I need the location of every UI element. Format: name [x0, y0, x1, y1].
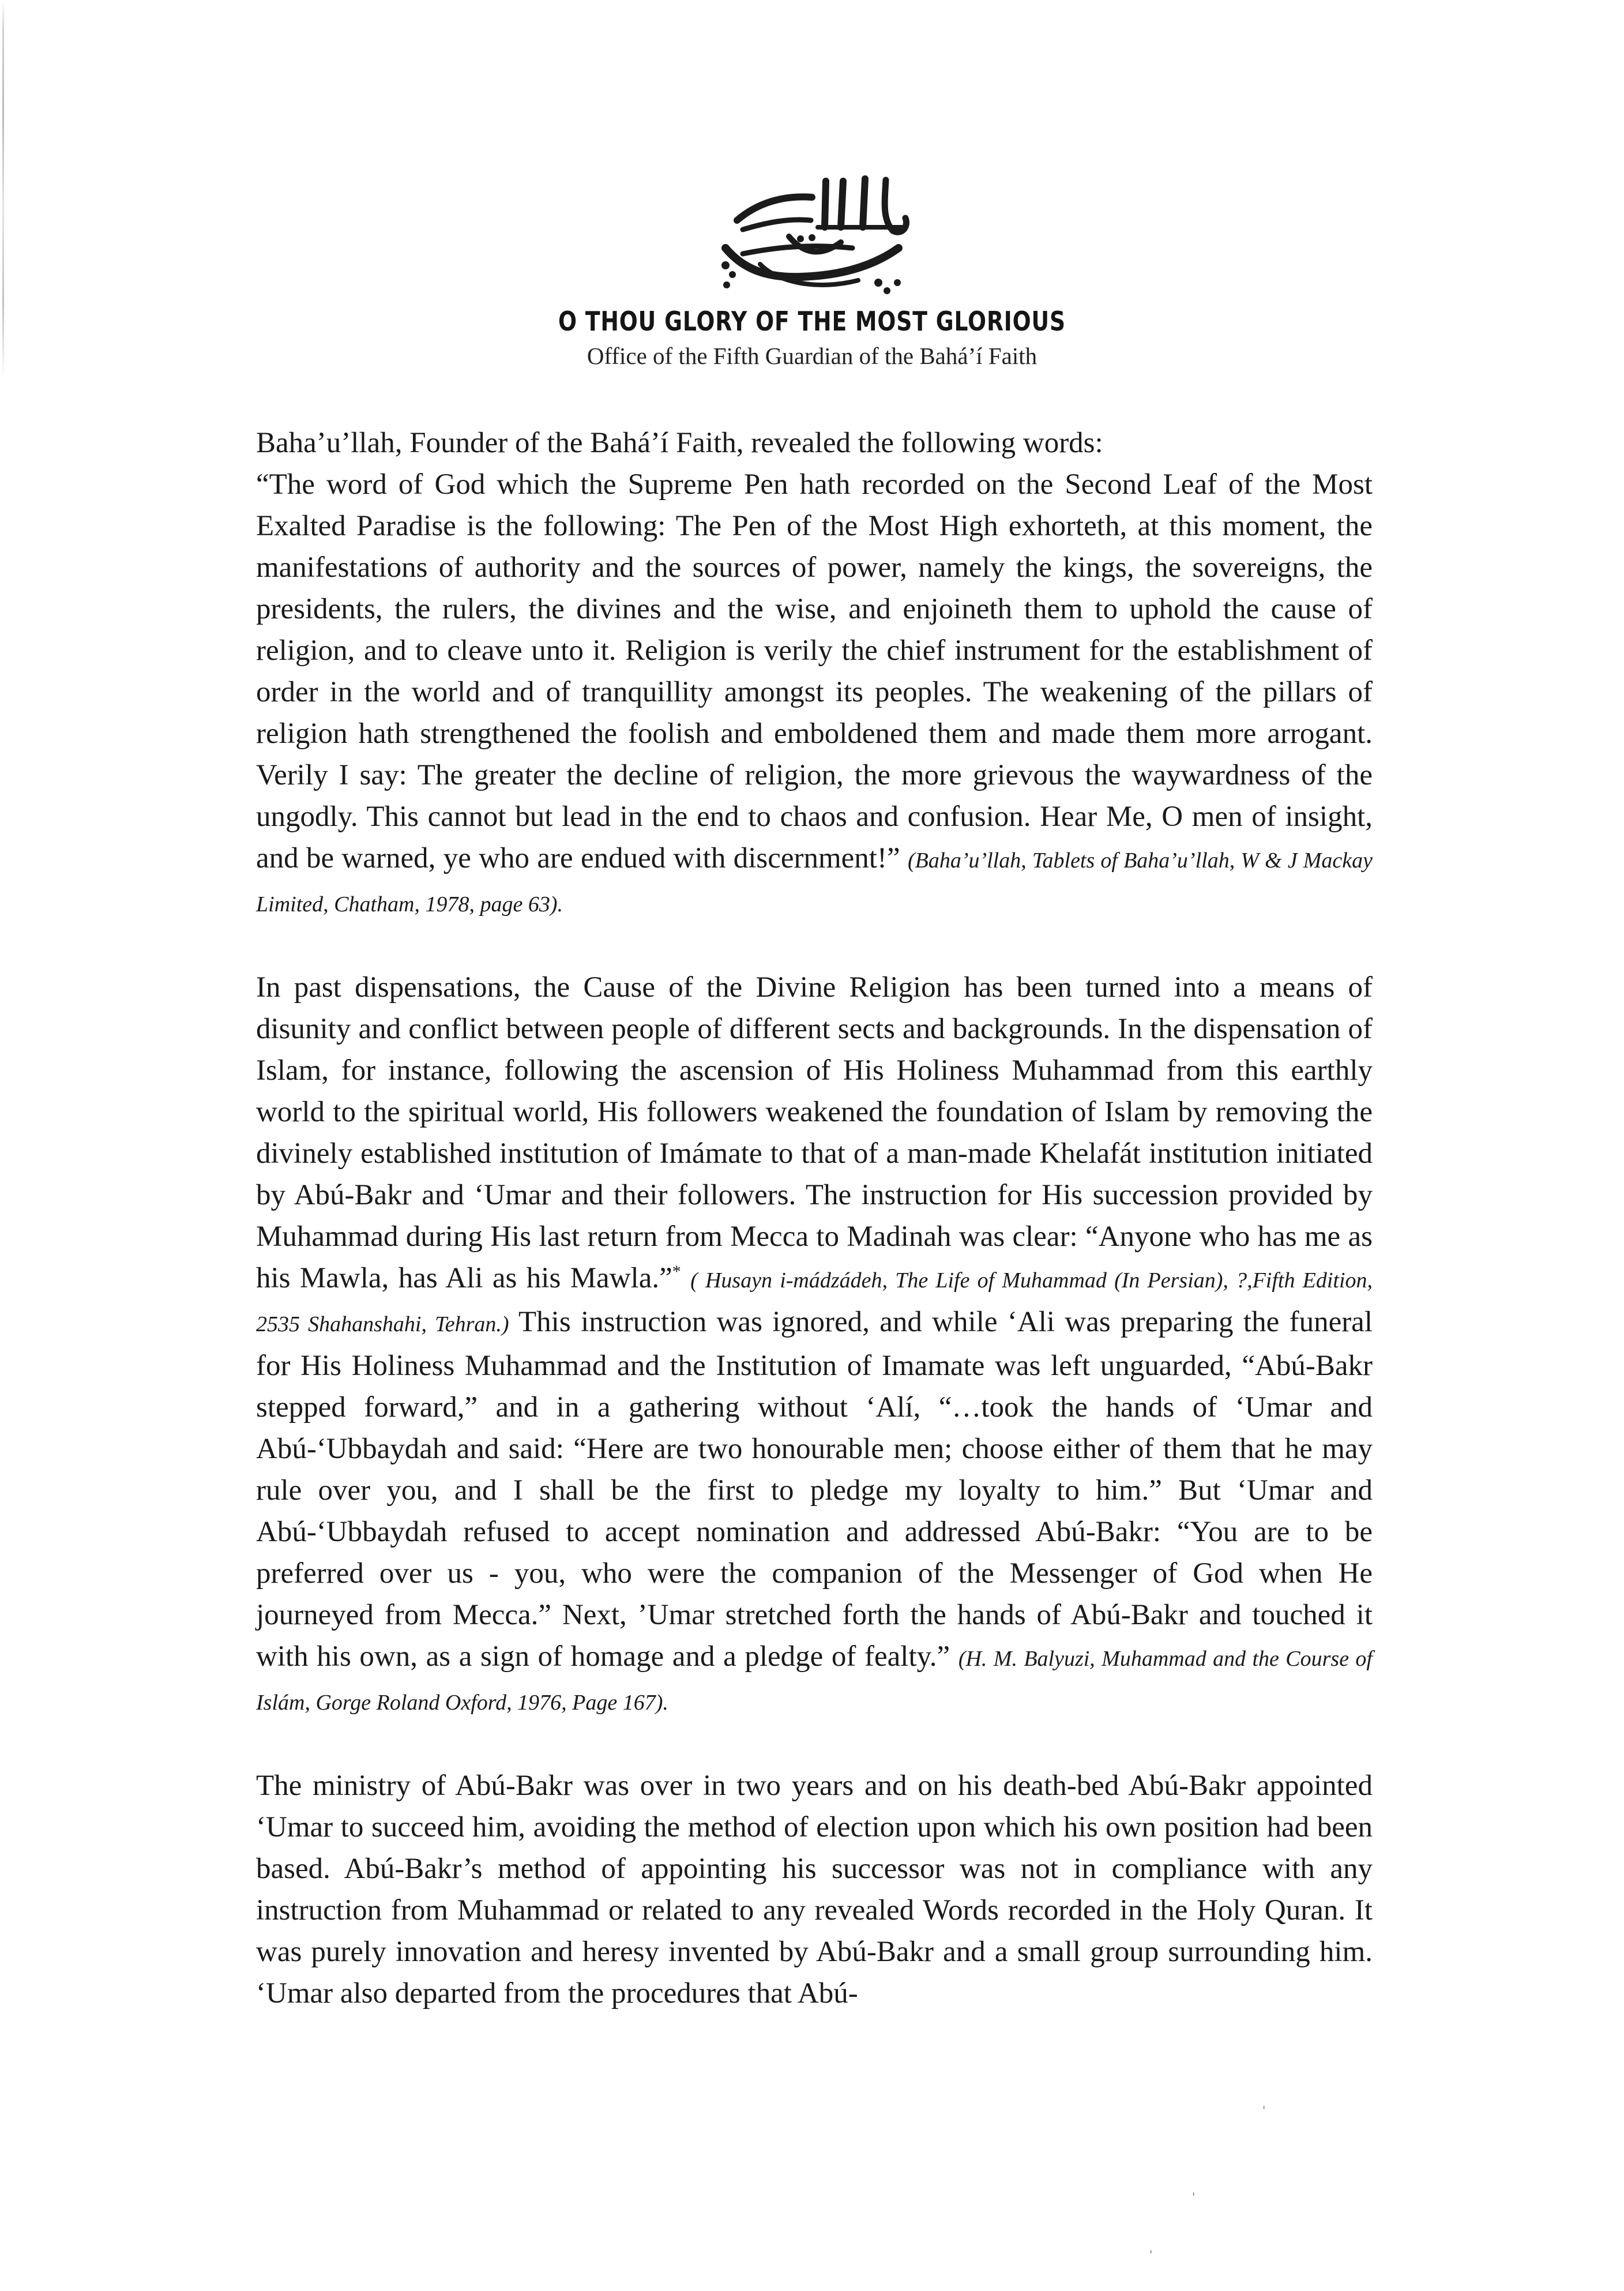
paragraph-2-text-a: In past dispensations, the Cause of the Divine Religion has been turned into a means of disunity and conflict between people of different sects and backgrounds. In the dispensation of Islam, for instance, following the ascension of His Holiness Muhammad from this earthly world to the spiritual world, His followers weakened the foundation of Islam by removing the divinely established institution of Imámate to that of a man-made Khelafát institution initiated by Abú-Bakr and ‘Umar and their followers. The instruction for His succession provided by Muhammad during His last return from Mecca to Madinah was clear: “Anyone who has me as his Mawla, has Ali as his Mawla.” [256, 971, 1373, 1294]
scan-speck: ˌ [1148, 2232, 1155, 2254]
paragraph-2-text-b: This instruction was ignored, and while ‘Ali was preparing the funeral for His Holiness Muhammad and the Institution of Imamate was left unguarded, “Abú-Bakr stepped forward,” and in a gathering without ‘Alí, “…took the hands of ‘Umar and Abú-‘Ubbaydah and said: “Here are two honourable men; choose either of them that he may rule over you, and I shall be the first to pledge my loyalty to him.” But ‘Umar and Abú-‘Ubbaydah refused to accept nomination and addressed Abú-Bakr: “You are to be preferred over us - you, who were the companion of the Messenger of God when He journeyed from Mecca.” Next, ’Umar stretched forth the hands of Abú-Bakr and touched it with his own, as a sign of homage and a pledge of fealty.” [256, 1306, 1373, 1673]
paragraph-2 [256, 967, 1373, 1723]
quote-text: “The word of God which the Supreme Pen hath recorded on the Second Leaf of the Most Exalted Paradise is the following: The Pen of the Most High exhorteth, at this moment, the manifestations of authority and the sources of power, namely the kings, the sovereigns, the presidents, the rulers, the divines and the wise, and enjoineth them to uphold the cause of religion, and to cleave unto it. Religion is verily the chief instrument for the establishment of order in the world and of tranquillity amongst its peoples. The weakening of the pillars of religion hath strengthened the foolish and emboldened them and made them more arrogant. Verily I say: The greater the decline of religion, the more grievous the waywardness of the ungodly. This cannot but lead in the end to chaos and confusion. Hear Me, O men of insight, and be warned, ye who are endued with discernment!” [256, 468, 1373, 874]
paragraph-3-text: The ministry of Abú-Bakr was over in two years and on his death-bed Abú-Bakr appointed ‘Umar to succeed him, avoiding the method of election upon which his own position had been based. Abú-Bakr’s method of appointing his successor was not in compliance with any instruction from Muhammad or related to any revealed Words recorded in the Holy Quran. It was purely innovation and heresy invented by Abú-Bakr and a small group surrounding him. ‘Umar also departed from the procedures that Abú- [256, 1770, 1373, 2010]
footnote-marker: * [672, 1262, 681, 1281]
scan-speck: ˌ [1190, 2174, 1197, 2196]
letter-body [256, 422, 1373, 2014]
citation-3: (H. M. Balyuzi, Muhammad and the Course of Islám, Gorge Roland Oxford, 1976, Page 167). [256, 1647, 1373, 1715]
motto-heading: O THOU GLORY OF THE MOST GLORIOUS [558, 306, 1066, 337]
calligraphy-emblem-icon [702, 167, 922, 300]
paragraph-1 [256, 422, 1373, 925]
citation-2: ( Husayn i-mádzádeh, The Life of Muhammad (In Persian), ?,Fifth Edition, 2535 Shahanshahi, Tehran.) [256, 1268, 1373, 1336]
office-subtitle: Office of the Fifth Guardian of the Bahá’í Faith [587, 343, 1037, 369]
paragraph-3 [256, 1765, 1373, 2014]
citation-1: (Baha’u’llah, Tablets of Baha’u’llah, W & J Mackay Limited, Chatham, 1978, page 63). [256, 848, 1373, 917]
letterhead [0, 167, 1624, 373]
scan-speck: ˌ [1261, 2088, 1268, 2109]
intro-line: Baha’u’llah, Founder of the Bahá’í Faith, revealed the following words: [256, 427, 1103, 459]
